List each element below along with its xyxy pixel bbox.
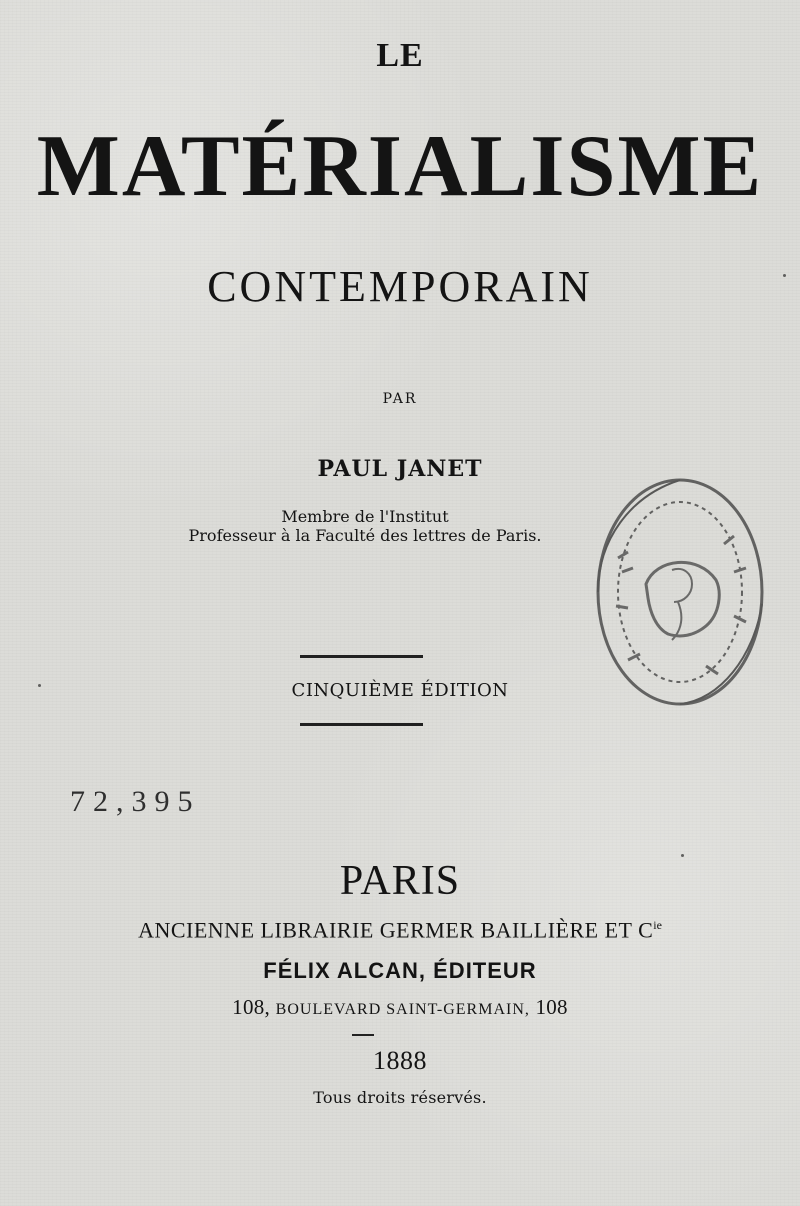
edition-bottom-rule bbox=[300, 723, 423, 726]
library-stamp-icon bbox=[588, 470, 772, 714]
author-name: PAUL JANET bbox=[317, 456, 483, 482]
shelfmark-number: 72,395 bbox=[70, 785, 201, 818]
title-prefix: LE bbox=[376, 37, 424, 74]
separator-dash bbox=[352, 1034, 374, 1036]
rights-notice: Tous droits réservés. bbox=[313, 1088, 487, 1107]
address-number-left: 108, bbox=[232, 995, 271, 1019]
edition-label: CINQUIÈME ÉDITION bbox=[291, 680, 509, 701]
author-preposition: PAR bbox=[382, 391, 418, 407]
paper-speck bbox=[681, 854, 684, 857]
paper-speck bbox=[783, 274, 786, 277]
address-number-right: 108 bbox=[535, 995, 568, 1019]
author-affiliation-line-2: Professeur à la Faculté des lettres de Paris. bbox=[188, 526, 542, 545]
publisher-company-suffix: ie bbox=[653, 918, 662, 932]
publisher-name: ANCIENNE LIBRAIRIE GERMER BAILLIÈRE ET C bbox=[138, 917, 654, 943]
author-affiliation-line-1: Membre de l'Institut bbox=[281, 507, 449, 526]
book-title: MATÉRIALISME bbox=[36, 118, 764, 215]
edition-top-rule bbox=[300, 655, 423, 658]
publisher-line bbox=[0, 919, 800, 941]
publication-year: 1888 bbox=[373, 1046, 427, 1075]
address-street: BOULEVARD SAINT-GERMAIN, bbox=[275, 1001, 530, 1018]
publisher-address bbox=[0, 995, 800, 1020]
book-subtitle: CONTEMPORAIN bbox=[207, 262, 593, 311]
publication-city: PARIS bbox=[339, 858, 461, 904]
paper-speck bbox=[38, 684, 41, 687]
editor-name: FÉLIX ALCAN, ÉDITEUR bbox=[263, 958, 537, 983]
